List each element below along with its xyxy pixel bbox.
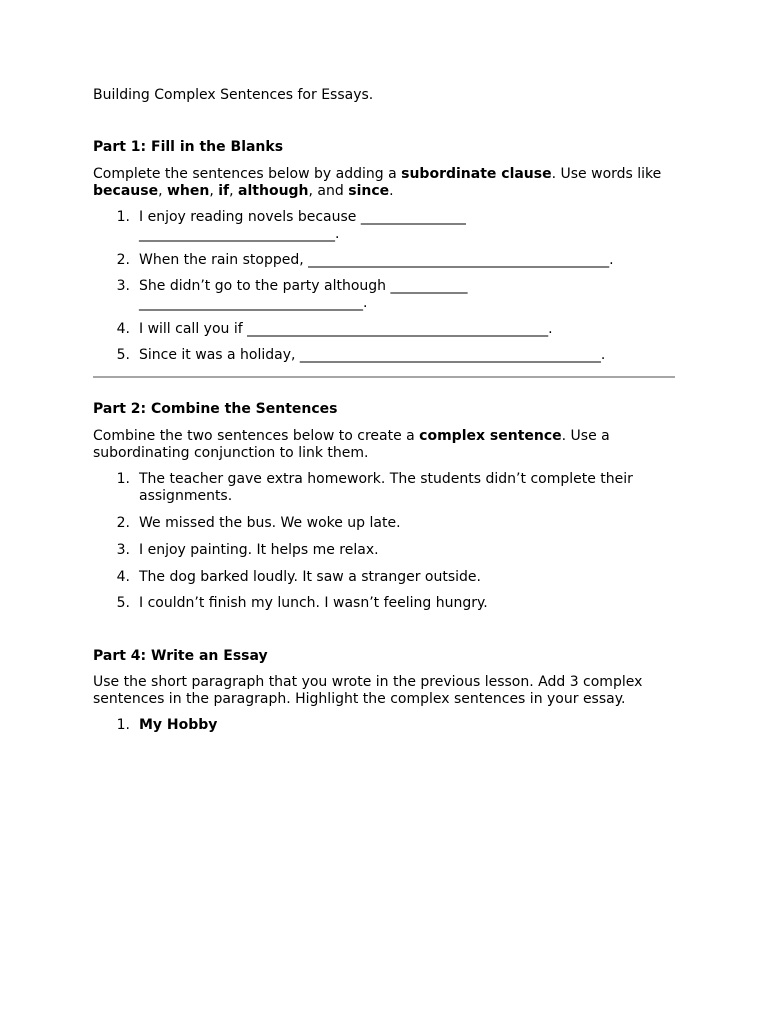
part4-list xyxy=(93,717,675,734)
part1-instructions-text: Complete the sentences below by adding a xyxy=(93,166,402,182)
list-item-number: 3. xyxy=(116,278,130,294)
list-item-text: The dog barked loudly. It saw a stranger outside. xyxy=(139,569,481,585)
list-item-text: I enjoy painting. It helps me relax. xyxy=(139,542,379,558)
list-item-text: I will call you if ___________________________________________. xyxy=(139,321,553,337)
list-item-number: 1. xyxy=(116,209,130,225)
part2-heading: Part 2: Combine the Sentences xyxy=(93,401,338,417)
list-item-text: We missed the bus. We woke up late. xyxy=(139,515,401,531)
list-item xyxy=(93,209,469,243)
list-item-text: When the rain stopped, ___________________________________________. xyxy=(139,252,614,268)
list-item-number: 4. xyxy=(116,569,130,585)
document-title: Building Complex Sentences for Essays. xyxy=(93,87,374,103)
list-item-number: 1. xyxy=(116,717,130,733)
list-item-number: 2. xyxy=(116,252,130,268)
list-item-text: My Hobby xyxy=(139,717,218,733)
list-item xyxy=(93,515,675,532)
part1-instructions-text: , xyxy=(209,183,219,199)
part2-instructions-text: . Use a subordinating conjunction to link them. xyxy=(93,428,610,461)
list-item-number: 5. xyxy=(116,347,130,363)
part2-section xyxy=(93,400,675,612)
part1-heading: Part 1: Fill in the Blanks xyxy=(93,139,284,155)
part1-instructions xyxy=(93,166,675,200)
part1-list xyxy=(93,209,675,364)
part1-instructions-term: subordinate clause xyxy=(401,166,552,182)
part1-section xyxy=(93,138,675,364)
part4-heading: Part 4: Write an Essay xyxy=(93,648,268,664)
list-item xyxy=(93,278,469,312)
part2-instructions-text: Combine the two sentences below to create a xyxy=(93,428,420,444)
list-item-text: I couldn’t finish my lunch. I wasn’t feeling hungry. xyxy=(139,595,488,611)
list-item-number: 4. xyxy=(116,321,130,337)
part4-instructions: Use the short paragraph that you wrote in the previous lesson. Add 3 complex sentences in the paragraph. Highlight the complex sentences in your essay. xyxy=(93,674,643,707)
part2-instructions-term: complex sentence xyxy=(419,428,562,444)
list-item xyxy=(93,321,675,338)
list-item-number: 2. xyxy=(116,515,130,531)
part1-instructions-term: if xyxy=(218,183,230,199)
part2-instructions xyxy=(93,428,675,462)
part1-instructions-term: although xyxy=(238,183,309,199)
list-item-number: 5. xyxy=(116,595,130,611)
part1-instructions-term: when xyxy=(166,183,210,199)
list-item xyxy=(93,542,675,559)
list-item xyxy=(93,347,675,364)
part1-instructions-term: because xyxy=(93,183,159,199)
part1-instructions-text: . xyxy=(389,183,394,199)
part1-instructions-text: , xyxy=(229,183,239,199)
part4-section xyxy=(93,647,675,734)
list-item-number: 3. xyxy=(116,542,130,558)
list-item-text: The teacher gave extra homework. The students didn’t complete their assignments. xyxy=(139,471,633,504)
list-item xyxy=(93,595,675,612)
part2-list xyxy=(93,471,675,612)
list-item xyxy=(93,569,675,586)
part1-instructions-text: , and xyxy=(308,183,349,199)
list-item xyxy=(93,717,675,734)
list-item xyxy=(93,252,675,269)
section-divider xyxy=(93,376,675,378)
list-item-text: Since it was a holiday, ___________________________________________. xyxy=(139,347,606,363)
list-item-number: 1. xyxy=(116,471,130,487)
list-item xyxy=(93,471,659,505)
list-item-text: She didn’t go to the party although ___________________________________________. xyxy=(139,278,468,311)
list-item-text: I enjoy reading novels because ___________________________________________. xyxy=(139,209,466,242)
document-page xyxy=(93,86,675,734)
part1-instructions-text: . Use words like xyxy=(551,166,662,182)
part1-instructions-term: since xyxy=(348,183,390,199)
part1-instructions-text: , xyxy=(158,183,167,199)
